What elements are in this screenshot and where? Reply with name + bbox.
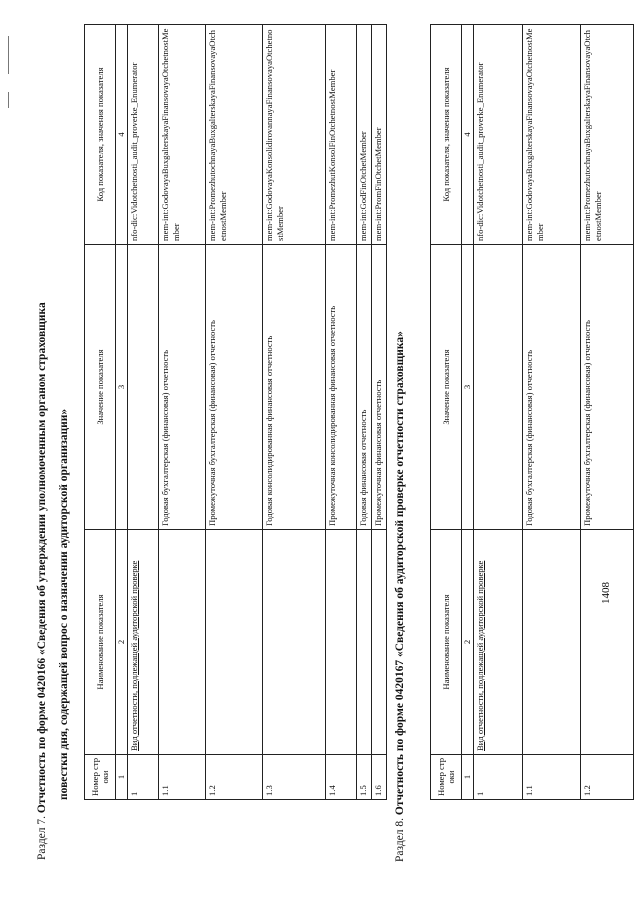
- cell-num: 1.4: [326, 755, 357, 800]
- cell-num: 1.2: [581, 755, 634, 800]
- cell-code: mem-int:PromezhutKonsolFinOtchetnostMember: [326, 25, 357, 245]
- table-row: [159, 25, 206, 800]
- cell-name: [159, 530, 206, 755]
- scan-mark: [8, 92, 9, 108]
- column-header: Код показателя, значения показателя: [431, 25, 462, 245]
- cell-name: [581, 530, 634, 755]
- column-number-row: [116, 25, 128, 800]
- cell-num: 1.5: [357, 755, 372, 800]
- cell-name: [263, 530, 326, 755]
- cell-num: 1: [128, 755, 159, 800]
- column-header: Значение показателя: [431, 245, 462, 530]
- cell-value: [128, 245, 159, 530]
- column-number: 3: [462, 245, 474, 530]
- cell-name: [326, 530, 357, 755]
- section-7-title-cont: повестки дня, содержащей вопрос о назначении аудиторской организации»: [58, 408, 70, 800]
- indicator-name: Вид отчетности, подлежащей аудиторской проверке: [129, 560, 139, 751]
- cell-value: Годовая бухгалтерская (финансовая) отчетность: [159, 245, 206, 530]
- cell-code: nfo-dic:Vidotchetnosti_audit_proverke_Enumerator: [128, 25, 159, 245]
- cell-name: [474, 530, 523, 755]
- indicator-name: Вид отчетности, подлежащей аудиторской проверке: [475, 560, 485, 751]
- cell-code: mem-int:GodovayaBuxgalterskayaFinansovayaOtchetnostMember: [523, 25, 581, 245]
- cell-value: Годовая бухгалтерская (финансовая) отчетность: [523, 245, 581, 530]
- cell-code: mem-int:GodovayaKonsolidirovannayaFinansovayaOtchetnostMember: [263, 25, 326, 245]
- cell-value: Промежуточная консолидированная финансовая отчетность: [326, 245, 357, 530]
- table-row: [326, 25, 357, 800]
- column-number: 1: [462, 755, 474, 800]
- rotated-page: [20, 15, 630, 890]
- cell-value: Промежуточная бухгалтерская (финансовая) отчетность: [581, 245, 634, 530]
- column-number: 4: [116, 25, 128, 245]
- cell-name: [357, 530, 372, 755]
- table-row: [206, 25, 263, 800]
- table-row: [523, 25, 581, 800]
- cell-value: Промежуточная финансовая отчетность: [372, 245, 387, 530]
- header-row: [431, 25, 462, 800]
- section-8-table: [430, 24, 634, 800]
- section-8-title: Отчетность по форме 0420167 «Сведения об аудиторской проверке отчетности страховщика»: [394, 331, 406, 816]
- column-header: Код показателя, значения показателя: [85, 25, 116, 245]
- table-row: [128, 25, 159, 800]
- column-number: 2: [116, 530, 128, 755]
- section-7-table: [84, 24, 387, 800]
- table-row: [372, 25, 387, 800]
- column-header: Наименование показателя: [85, 530, 116, 755]
- column-header: Значение показателя: [85, 245, 116, 530]
- column-number: 2: [462, 530, 474, 755]
- cell-name: [523, 530, 581, 755]
- cell-num: 1: [474, 755, 523, 800]
- column-header: Номер строки: [85, 755, 116, 800]
- column-header: Наименование показателя: [431, 530, 462, 755]
- section-8-heading: [392, 42, 408, 862]
- cell-value: [474, 245, 523, 530]
- cell-num: 1.2: [206, 755, 263, 800]
- table-row: [474, 25, 523, 800]
- cell-num: 1.1: [523, 755, 581, 800]
- section-7-heading: [34, 50, 50, 860]
- cell-code: mem-int:GodFinOtchetMember: [357, 25, 372, 245]
- cell-code: mem-int:PromFinOtchetMember: [372, 25, 387, 245]
- cell-num: 1.1: [159, 755, 206, 800]
- page-number: 1408: [600, 582, 612, 604]
- table-row: [581, 25, 634, 800]
- cell-code: mem-int:PromezhutochnayaBuxgalterskayaFinansovayaOtchetnostMember: [581, 25, 634, 245]
- cell-code: mem-int:PromezhutochnayaBuxgalterskayaFinansovayaOtchetnostMember: [206, 25, 263, 245]
- column-header: Номер строки: [431, 755, 462, 800]
- cell-name: [206, 530, 263, 755]
- column-number-row: [462, 25, 474, 800]
- table-row: [357, 25, 372, 800]
- cell-name: [128, 530, 159, 755]
- section-7-title: Отчетность по форме 0420166 «Сведения об утверждении уполномоченным органом страховщика: [36, 302, 48, 814]
- section-7-label: Раздел 7.: [36, 815, 48, 860]
- cell-code: nfo-dic:Vidotchetnosti_audit_proverke_Enumerator: [474, 25, 523, 245]
- column-number: 1: [116, 755, 128, 800]
- column-number: 4: [462, 25, 474, 245]
- cell-value: Промежуточная бухгалтерская (финансовая) отчетность: [206, 245, 263, 530]
- cell-num: 1.6: [372, 755, 387, 800]
- cell-num: 1.3: [263, 755, 326, 800]
- cell-name: [372, 530, 387, 755]
- scan-mark: [8, 36, 9, 74]
- section-8-label: Раздел 8.: [394, 817, 406, 862]
- cell-code: mem-int:GodovayaBuxgalterskayaFinansovayaOtchetnostMember: [159, 25, 206, 245]
- cell-value: Годовая финансовая отчетность: [357, 245, 372, 530]
- cell-value: Годовая консолидированная финансовая отчетность: [263, 245, 326, 530]
- column-number: 3: [116, 245, 128, 530]
- table-row: [263, 25, 326, 800]
- header-row: [85, 25, 116, 800]
